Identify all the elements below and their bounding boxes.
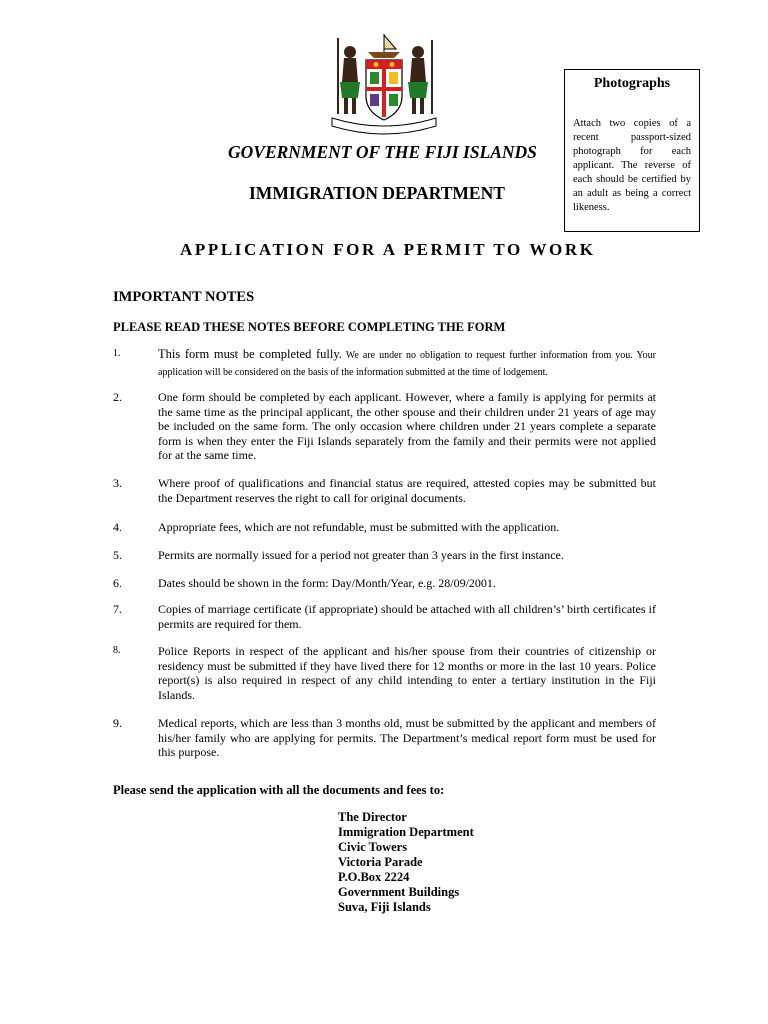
address-line: Immigration Department xyxy=(338,825,474,839)
note-text: We are under no obligation to request further information from you. Your application will be considered on the basis of the information submitted at the time of lodgement. xyxy=(158,350,656,378)
note-text: Medical reports, which are less than 3 months old, must be submitted by the applicant and members of his/her family who are applying for permits. The Department’s medical report form must be used for this purpose. xyxy=(158,716,656,759)
note-text: Copies of marriage certificate (if appropriate) should be attached with all children’s’ birth certificates if permits are required for them. xyxy=(158,602,656,631)
address-line: Civic Towers xyxy=(338,840,408,854)
address-line: Government Buildings xyxy=(338,885,460,899)
note-text: Dates should be shown in the form: Day/Month/Year, e.g. 28/09/2001. xyxy=(158,576,496,590)
photographs-box xyxy=(564,69,700,232)
note-number: 7. xyxy=(113,602,122,616)
address-line: The Director xyxy=(338,810,407,824)
note-text: One form should be completed by each applicant. However, where a family is applying for permits at the same time as the principal applicant, the other spouse and their children under 21 years of age may be included on the same form. The only occasion where children under 21 years complete a separate form is when they enter the Fiji Islands separately from the family and their permits were not applied for at the same time. xyxy=(158,390,656,462)
note-number: 8. xyxy=(113,645,121,656)
department-title: IMMIGRATION DEPARTMENT xyxy=(249,183,505,203)
read-notes-subheading: PLEASE READ THESE NOTES BEFORE COMPLETING THE FORM xyxy=(113,320,506,334)
note-number: 3. xyxy=(113,476,122,490)
fiji-coat-of-arms-icon xyxy=(326,30,442,138)
note-number: 1. xyxy=(113,348,121,359)
address-line: Victoria Parade xyxy=(338,855,423,869)
send-instruction: Please send the application with all the documents and fees to: xyxy=(113,783,445,797)
address-line: Suva, Fiji Islands xyxy=(338,900,431,914)
note-number: 4. xyxy=(113,520,122,534)
note-number: 9. xyxy=(113,716,122,730)
photographs-title: Photographs xyxy=(593,76,671,91)
note-number: 2. xyxy=(113,390,122,404)
note-text: Where proof of qualifications and financial status are required, attested copies may be submitted but the Department reserves the right to call for original documents. xyxy=(158,476,656,505)
note-text: Permits are normally issued for a period not greater than 3 years in the first instance. xyxy=(158,548,564,562)
government-title: GOVERNMENT OF THE FIJI ISLANDS xyxy=(228,142,537,162)
note-text: Police Reports in respect of the applicant and his/her spouse from their countries of citizenship or residency must be submitted if they have lived there for 12 months or more in the last 10 years. Police report(s) is also required in respect of any child intending to enter a tertiary institution in the Fiji Islands. xyxy=(158,644,656,702)
note-number: 6. xyxy=(113,576,122,590)
mailing-address xyxy=(338,810,474,915)
important-notes-heading: IMPORTANT NOTES xyxy=(113,289,255,305)
note-text: Appropriate fees, which are not refundable, must be submitted with the application. xyxy=(158,520,560,534)
note-lead: This form must be completed fully. xyxy=(158,347,342,361)
form-title: APPLICATION FOR A PERMIT TO WORK xyxy=(180,240,596,259)
address-line: P.O.Box 2224 xyxy=(338,870,410,884)
note-number: 5. xyxy=(113,548,122,562)
photographs-instructions: Attach two copies of a recent passport-sized photograph for each applicant. The reverse of each should be certified by an adult as being a correct likeness. xyxy=(573,118,691,213)
